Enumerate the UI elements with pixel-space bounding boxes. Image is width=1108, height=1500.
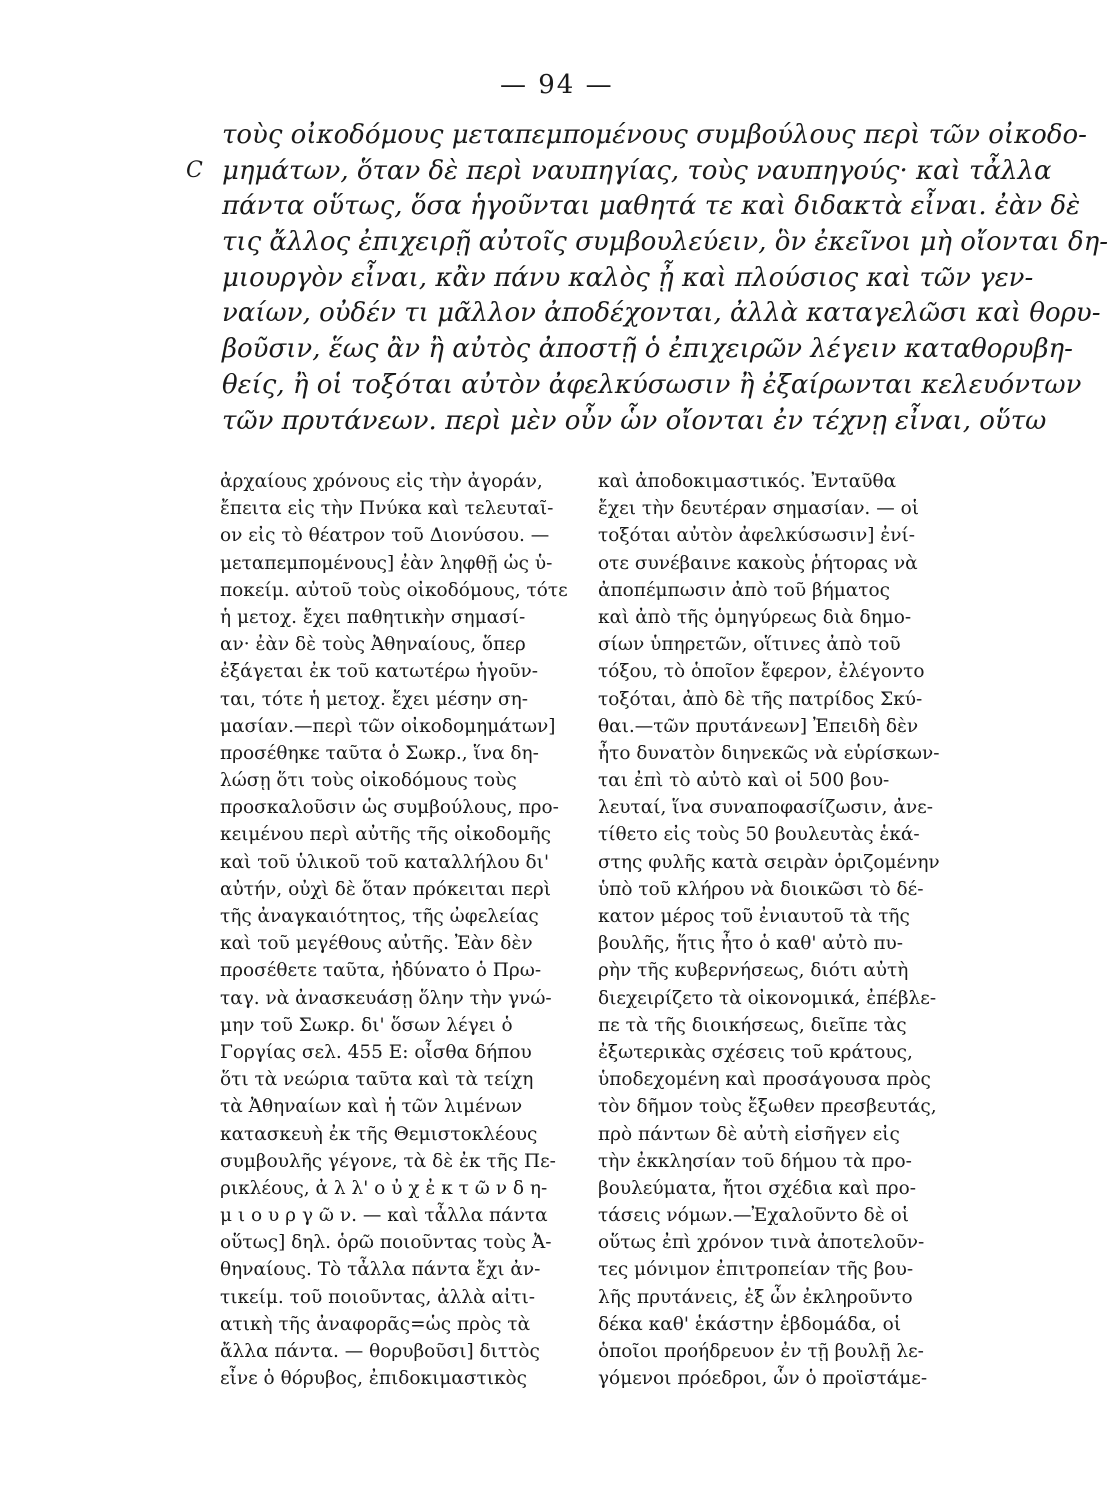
commentary-right-column <box>598 468 958 1392</box>
commentary-line: τάσεις νόμων.—Ἐχαλοῦντο δὲ οἱ <box>598 1205 909 1227</box>
main-text-line: τις ἄλλος ἐπιχειρῇ αὐτοῖς συμβουλεύειν, ὃν ἐκεῖνοι μὴ οἴονται δη- <box>222 227 1108 258</box>
commentary-line: μ ι ο υ ρ γ ῶ ν. — καὶ τἆλλα πάντα <box>220 1205 548 1227</box>
commentary-line: οτε συνέβαινε κακοὺς ῥήτορας νὰ <box>598 552 918 574</box>
commentary-line: προσκαλοῦσιν ὡς συμβούλους, προ- <box>220 797 559 819</box>
commentary-line: οὕτως ἐπὶ χρόνον τινὰ ἀποτελοῦν- <box>598 1232 925 1254</box>
main-text-line: βοῦσιν, ἕως ἂν ἢ αὐτὸς ἀποστῇ ὁ ἐπιχειρῶν λέγειν καταθορυβη- <box>222 334 1073 365</box>
commentary-line: λῆς πρυτάνεις, ἐξ ὧν ἐκληροῦντο <box>598 1286 913 1308</box>
main-text-line: πάντα οὕτως, ὅσα ἡγοῦνται μαθητά τε καὶ διδακτὰ εἶναι. ἐὰν δὲ <box>222 191 1081 222</box>
main-greek-text <box>222 118 1108 439</box>
main-text-line: θείς, ἢ οἱ τοξόται αὐτὸν ἀφελκύσωσιν ἢ ἐξαίρωνται κελευόντων <box>222 369 1082 400</box>
commentary-line: ἐξάγεται ἐκ τοῦ κατωτέρω ἡγοῦν- <box>220 661 539 683</box>
main-text-line: ναίων, οὐδέν τι μᾶλλον ἀποδέχονται, ἀλλὰ καταγελῶσι καὶ θορυ- <box>222 298 1101 329</box>
commentary-line: τῆς ἀναγκαιότητος, τῆς ὠφελείας <box>220 906 539 927</box>
commentary-line: τὸν δῆμον τοὺς ἔξωθεν πρεσβευτάς, <box>598 1096 937 1118</box>
main-text-line: τῶν πρυτάνεων. περὶ μὲν οὖν ὧν οἴονται ἐν τέχνῃ εἶναι, οὕτω <box>222 405 1047 436</box>
commentary-line: ἄλλα πάντα. — θορυβοῦσι] διττὸς <box>220 1341 540 1362</box>
commentary-line: πρὸ πάντων δὲ αὐτὴ εἰσῆγεν εἰς <box>598 1123 900 1145</box>
commentary-line: διεχειρίζετο τὰ οἰκονομικά, ἐπέβλε- <box>598 987 937 1009</box>
commentary-line: βουλῆς, ἥτις ἦτο ὁ καθ' αὐτὸ πυ- <box>598 933 903 955</box>
commentary-line: ἔχει τὴν δευτέραν σημασίαν. — οἱ <box>598 498 919 520</box>
commentary-line: ἀποπέμπωσιν ἀπὸ τοῦ βήματος <box>598 579 891 601</box>
commentary-line: τὴν ἐκκλησίαν τοῦ δήμου τὰ προ- <box>598 1150 912 1172</box>
commentary-line: Γοργίας σελ. 455 Ε: οἶσθα δήπου <box>220 1041 532 1063</box>
commentary-line: λώσῃ ὅτι τοὺς οἰκοδόμους τοὺς <box>220 770 517 792</box>
commentary-line: ον εἰς τὸ θέατρον τοῦ Διονύσου. — <box>220 525 550 547</box>
commentary-line: θηναίους. Τὸ τἆλλα πάντα ἔχι ἀν- <box>220 1259 541 1281</box>
commentary-line: ἀρχαίους χρόνους εἰς τὴν ἀγοράν, <box>220 471 543 492</box>
commentary-line: ὁποῖοι προήδρευον ἐν τῇ βουλῇ λε- <box>598 1341 924 1362</box>
commentary-line: ποκείμ. αὐτοῦ τοὺς οἰκοδόμους, τότε <box>220 579 568 601</box>
commentary-line: τὰ Ἀθηναίων καὶ ἡ τῶν λιμένων <box>220 1096 523 1118</box>
commentary-line: καὶ τοῦ μεγέθους αὐτῆς. Ἐὰν δὲν <box>220 933 533 955</box>
commentary-line: σίων ὑπηρετῶν, οἵτινες ἀπὸ τοῦ <box>598 634 901 656</box>
main-text-line: μιουργὸν εἶναι, κἂν πάνυ καλὸς ᾖ καὶ πλούσιος καὶ τῶν γεν- <box>222 262 1034 293</box>
commentary-line: ται ἐπὶ τὸ αὐτὸ καὶ οἱ 500 βου- <box>598 770 890 792</box>
commentary-line: αν· ἐὰν δὲ τοὺς Ἀθηναίους, ὅπερ <box>220 634 526 656</box>
commentary-line: ἦτο δυνατὸν διηνεκῶς νὰ εὑρίσκων- <box>598 742 940 764</box>
commentary-line: αὐτήν, οὐχὶ δὲ ὅταν πρόκειται περὶ <box>220 878 552 900</box>
commentary-line: ὑπὸ τοῦ κλήρου νὰ διοικῶσι τὸ δέ- <box>598 878 924 900</box>
commentary-line: ἐξωτερικὰς σχέσεις τοῦ κράτους, <box>598 1041 913 1063</box>
commentary-line: ρικλέους, ἀ λ λ' ο ὐ χ ἐ κ τ ῶ ν δ η- <box>220 1177 548 1199</box>
commentary-line: γόμενοι πρόεδροι, ὧν ὁ προϊστάμε- <box>598 1368 928 1390</box>
commentary-line: προσέθηκε ταῦτα ὁ Σωκρ., ἵνα δη- <box>220 742 539 764</box>
commentary-line: μην τοῦ Σωκρ. δι' ὅσων λέγει ὁ <box>220 1014 513 1036</box>
commentary-line: ρὴν τῆς κυβερνήσεως, διότι αὐτὴ <box>598 960 909 982</box>
commentary-left-column <box>220 468 575 1392</box>
commentary-line: κατασκευὴ ἐκ τῆς Θεμιστοκλέους <box>220 1123 538 1145</box>
commentary-line: πε τὰ τῆς διοικήσεως, διεῖπε τὰς <box>598 1014 907 1036</box>
commentary-line: καὶ ἀποδοκιμαστικός. Ἐνταῦθα <box>598 471 897 492</box>
commentary-line: τίθετο εἰς τοὺς 50 βουλευτὰς ἑκά- <box>598 824 920 846</box>
commentary-line: ὑποδεχομένη καὶ προσάγουσα πρὸς <box>598 1069 931 1091</box>
commentary-line: ατικὴ τῆς ἀναφορᾶς=ὡς πρὸς τὰ <box>220 1313 531 1335</box>
commentary-line: στης φυλῆς κατὰ σειρὰν ὁριζομένην <box>598 851 940 873</box>
commentary-line: οὕτως] δηλ. ὁρῶ ποιοῦντας τοὺς Ἀ- <box>220 1232 552 1254</box>
commentary-line: καὶ τοῦ ὑλικοῦ τοῦ καταλλήλου δι' <box>220 851 550 873</box>
commentary-line: μασίαν.—περὶ τῶν οἰκοδομημάτων] <box>220 715 556 737</box>
commentary-line: βουλεύματα, ἤτοι σχέδια καὶ προ- <box>598 1177 917 1199</box>
commentary-line: ται, τότε ἡ μετοχ. ἔχει μέσην ση- <box>220 688 528 710</box>
commentary-line: λευταί, ἵνα συναποφασίζωσιν, ἀνε- <box>598 797 933 819</box>
commentary-line: τοξόται αὐτὸν ἀφελκύσωσιν] ἐνί- <box>598 525 915 547</box>
commentary-line: κατον μέρος τοῦ ἐνιαυτοῦ τὰ τῆς <box>598 906 910 927</box>
page-number: — 94 — <box>500 70 614 100</box>
commentary-line: ἡ μετοχ. ἔχει παθητικὴν σημασί- <box>220 606 526 628</box>
commentary-line: τες μόνιμον ἐπιτροπείαν τῆς βου- <box>598 1259 914 1281</box>
commentary-line: καὶ ἀπὸ τῆς ὁμηγύρεως διὰ δημο- <box>598 606 912 628</box>
commentary-line: συμβουλῆς γέγονε, τὰ δὲ ἐκ τῆς Πε- <box>220 1150 556 1172</box>
margin-section-letter: C <box>186 158 203 183</box>
main-text-line: μημάτων, ὅταν δὲ περὶ ναυπηγίας, τοὺς ναυπηγούς· καὶ τἆλλα <box>222 155 1052 186</box>
commentary-line: τόξου, τὸ ὁποῖον ἔφερον, ἐλέγοντο <box>598 661 925 683</box>
commentary-line: μεταπεμπομένους] ἐὰν ληφθῇ ὡς ὑ- <box>220 552 553 574</box>
commentary-line: τοξόται, ἀπὸ δὲ τῆς πατρίδος Σκύ- <box>598 688 923 710</box>
commentary-line: ταγ. νὰ ἀνασκευάσῃ ὅλην τὴν γνώ- <box>220 987 552 1009</box>
commentary-line: ὅτι τὰ νεώρια ταῦτα καὶ τὰ τείχη <box>220 1069 534 1091</box>
commentary-line: δέκα καθ' ἑκάστην ἑβδομάδα, οἱ <box>598 1313 902 1335</box>
main-text-line: τοὺς οἰκοδόμους μεταπεμπομένους συμβούλους περὶ τῶν οἰκοδο- <box>222 120 1087 150</box>
commentary-line: τικείμ. τοῦ ποιοῦντας, ἀλλὰ αἰτι- <box>220 1286 536 1308</box>
commentary-line: θαι.—τῶν πρυτάνεων] Ἐπειδὴ δὲν <box>598 715 919 737</box>
commentary-line: προσέθετε ταῦτα, ἠδύνατο ὁ Πρω- <box>220 960 542 982</box>
commentary-line: ἔπειτα εἰς τὴν Πνύκα καὶ τελευταῖ- <box>220 498 554 520</box>
commentary-line: κειμένου περὶ αὐτῆς τῆς οἰκοδομῆς <box>220 824 551 846</box>
commentary-line: εἶνε ὁ θόρυβος, ἐπιδοκιμαστικὸς <box>220 1368 528 1390</box>
